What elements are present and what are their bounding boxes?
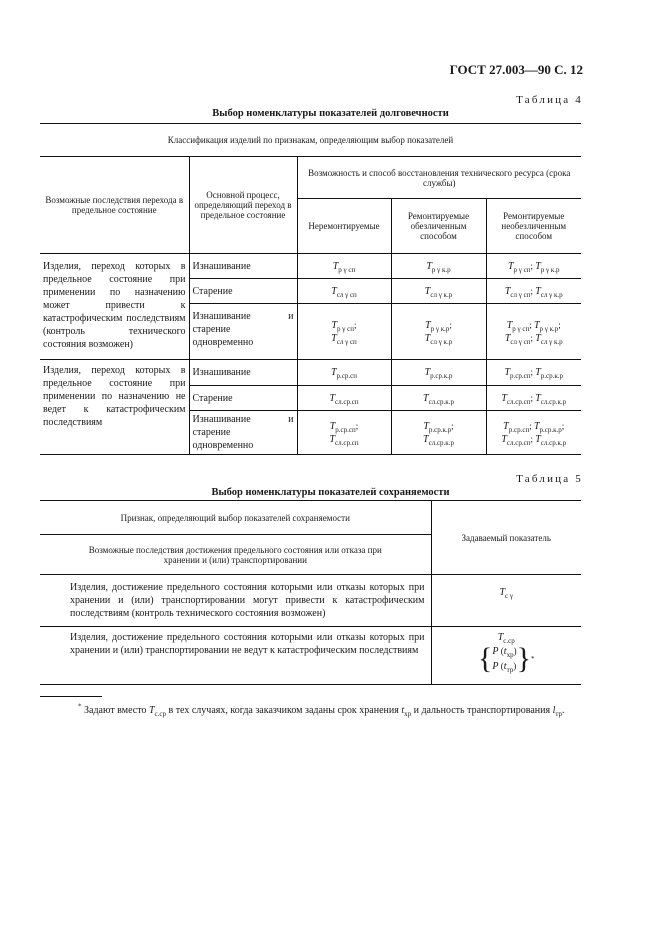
t5-row2-text: Изделия, достижение предельного состояния которыми или отказы которых при хранении и (или) транспортировании не ведут к катастрофическим последствиям <box>70 632 425 656</box>
cell-g1-wear-2: $T_{р \gamma к.р}$ <box>391 254 486 279</box>
cell-g2-aging-2: $T_{сл.ср.к.р}$ <box>391 386 486 411</box>
col-repair-nondepers: Ремонтируемые необезличенным способом <box>486 199 581 254</box>
classification-header: Классификация изделий по признакам, определяющим выбор показателей <box>40 124 581 157</box>
table4 <box>40 123 581 455</box>
t5-sign-header: Признак, определяющий выбор показателей сохраняемости <box>40 501 431 535</box>
page-header: ГОСТ 27.003—90 С. 12 <box>449 62 583 77</box>
process-aging-2: Старение <box>189 386 297 411</box>
group1-text: Изделия, переход которых в предельное состояние при применении по назначению может привести к катастрофическим последствиям (контроль технического состояния возможен) <box>40 254 189 360</box>
cell-g1-aging-1: $T_{сл \gamma сп}$ <box>297 279 391 304</box>
process-both-2: Изнашивание и старение одновременно <box>189 411 297 455</box>
cell-g2-aging-3: $T_{сл.ср.сп}$; $T_{сл.ср.к.р}$ <box>486 386 581 411</box>
table4-title: Выбор номенклатуры показателей долговечности <box>212 108 449 119</box>
footnote: * Задают вместо $T_{с.ср}$ в тех случаях, когда заказчиком заданы срок хранения $t_{хр}$ и дальность транспортирования $l_{тр}$. <box>78 702 565 718</box>
cell-g1-aging-3: $T_{сл \gamma сп}$; $T_{сл \gamma к.р}$ <box>486 279 581 304</box>
table5-label: Таблица 5 <box>516 473 583 485</box>
t5-row2-indicator: $T_{с.ср}$ { P $(t_{хр})$ P $(t_{тр})$ } * <box>431 627 581 685</box>
cell-g2-wear-3: $T_{р.ср.сп}$; $T_{р.ср.к.р}$ <box>486 360 581 386</box>
cell-g1-wear-1: $T_{р \gamma сп}$ <box>297 254 391 279</box>
cell-g2-wear-1: $T_{р.ср.сп}$ <box>297 360 391 386</box>
cell-g2-both-1: $T_{р.ср.сп}$; $T_{сл.ср.сп}$ <box>297 411 391 455</box>
t5-indicator-header: Задаваемый показатель <box>431 501 581 575</box>
col-repair-depers: Ремонтируемые обезличенным способом <box>391 199 486 254</box>
table4-label: Таблица 4 <box>516 94 583 106</box>
cell-g1-wear-3: $T_{р \gamma сп}$; $T_{р \gamma к.р}$ <box>486 254 581 279</box>
col-nonrepair: Неремонтируемые <box>297 199 391 254</box>
cell-g1-both-3: $T_{р \gamma сп}$; $T_{р \gamma к.р}$; $T_{сл \gamma сп}$; $T_{сл \gamma к.р}$ <box>486 304 581 360</box>
cell-g1-aging-2: $T_{сл \gamma к.р}$ <box>391 279 486 304</box>
t5-row1-text: Изделия, достижение предельного состояния которыми или отказы которых при хранении и (или) транспортировании могут привести к катастрофическим последствиям (контроль технического состояния возможен) <box>40 575 431 627</box>
table5-title: Выбор номенклатуры показателей сохраняемости <box>211 487 450 498</box>
cell-g1-both-1: $T_{р \gamma сп}$; $T_{сл \gamma сп}$ <box>297 304 391 360</box>
t5-row1-indicator: $T_{с \gamma}$ <box>431 575 581 627</box>
process-both: Изнашивание и старение одновременно <box>189 304 297 360</box>
right-brace-icon: } <box>516 642 531 675</box>
col-process: Основной процесс, определяющий переход в предельное состояние <box>189 157 297 254</box>
t5-consequences-header: Возможные последствия достижения предельного состояния или отказа при хранении и (или) транспортировании <box>40 535 431 575</box>
cell-g1-both-2: $T_{р \gamma к.р}$; $T_{сл \gamma к.р}$ <box>391 304 486 360</box>
cell-g2-aging-1: $T_{сл.ср.сп}$ <box>297 386 391 411</box>
group2-text: Изделия, переход которых в предельное состояние при применении по назначению не ведет к катастрофическим последствиям <box>40 360 189 455</box>
table5 <box>40 500 581 685</box>
process-wear: Изнашивание <box>189 254 297 279</box>
col-consequences: Возможные последствия перехода в предельное состояние <box>40 157 189 254</box>
cell-g2-both-2: $T_{р.ср.к.р}$; $T_{сл.ср.к.р}$ <box>391 411 486 455</box>
process-wear-2: Изнашивание <box>189 360 297 386</box>
process-aging: Старение <box>189 279 297 304</box>
left-brace-icon: { <box>478 642 493 675</box>
cell-g2-wear-2: $T_{р.ср.к.р}$ <box>391 360 486 386</box>
footnote-divider <box>40 696 102 697</box>
cell-g2-both-3: $T_{р.ср.сп}$; $T_{р.ср.к.р}$; $T_{сл.ср.сп}$; $T_{сл.ср.к.р}$ <box>501 420 567 447</box>
col-restore: Возможность и способ восстановления технического ресурса (срока службы) <box>297 157 581 199</box>
